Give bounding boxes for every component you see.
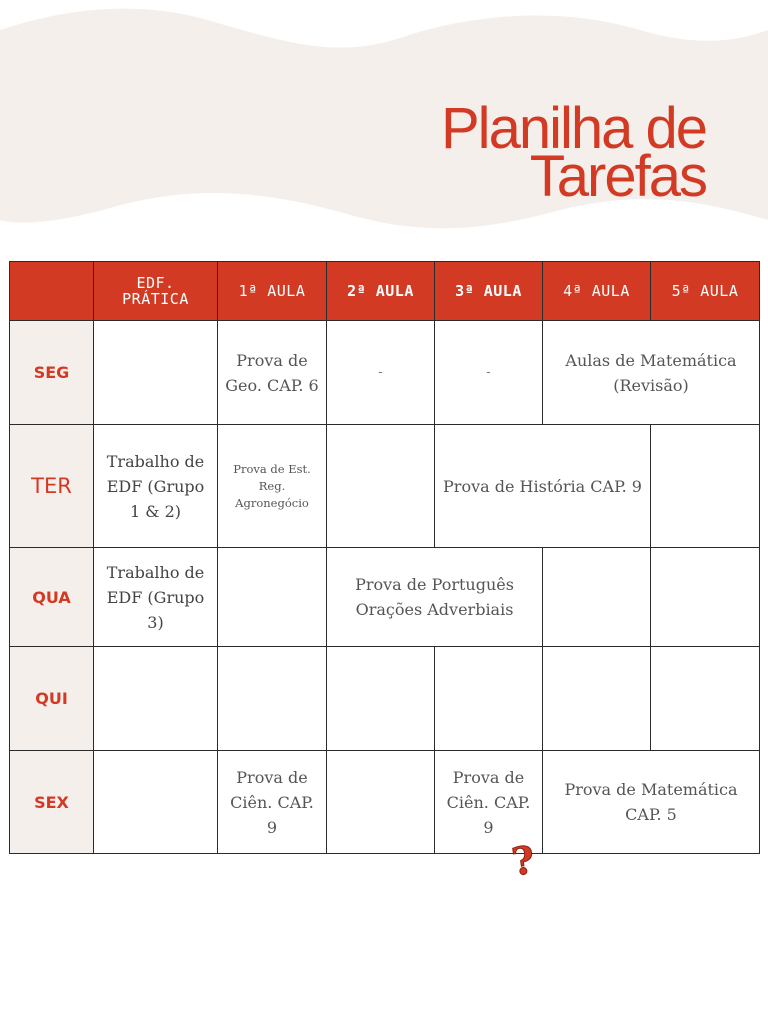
title-line-1: Planilha de [441, 95, 706, 161]
page-title [441, 95, 706, 209]
question-mark-icon: ? [508, 836, 538, 885]
header-edf: EDF. PRÁTICA [94, 262, 218, 321]
header-aula-5: 5ª AULA [651, 262, 760, 321]
cell-qui-aula-3 [435, 647, 543, 751]
cell-sex-aula-3: Prova de Ciên. CAP. 9 [435, 751, 543, 854]
day-label-ter: TER [10, 425, 94, 548]
cell-seg-edf [94, 321, 218, 425]
cell-seg-aula-4-5: Aulas de Matemática (Revisão) [543, 321, 760, 425]
cell-sex-aula-1: Prova de Ciên. CAP. 9 [218, 751, 327, 854]
cell-qui-aula-5 [651, 647, 760, 751]
cell-qua-aula-5 [651, 548, 760, 647]
table-row-sex [10, 751, 760, 854]
cell-ter-edf: Trabalho de EDF (Grupo 1 & 2) [94, 425, 218, 548]
day-label-qui: QUI [10, 647, 94, 751]
day-label-seg: SEG [10, 321, 94, 425]
cell-qua-edf: Trabalho de EDF (Grupo 3) [94, 548, 218, 647]
cell-sex-aula-4-5: Prova de Matemática CAP. 5 [543, 751, 760, 854]
cell-qua-aula-4 [543, 548, 651, 647]
table-row-qua [10, 548, 760, 647]
cell-ter-aula-2 [327, 425, 435, 548]
cell-sex-aula-2 [327, 751, 435, 854]
cell-qui-edf [94, 647, 218, 751]
cell-ter-aula-1: Prova de Est. Reg. Agronegócio [218, 425, 327, 548]
day-label-qua: QUA [10, 548, 94, 647]
cell-seg-aula-2: - [327, 321, 435, 425]
day-label-sex: SEX [10, 751, 94, 854]
cell-seg-aula-1: Prova de Geo. CAP. 6 [218, 321, 327, 425]
cell-ter-aula-3-4: Prova de História CAP. 9 [435, 425, 651, 548]
cell-qua-aula-1 [218, 548, 327, 647]
schedule-table [9, 261, 760, 854]
cell-ter-aula-5 [651, 425, 760, 548]
header-aula-4: 4ª AULA [543, 262, 651, 321]
header-aula-3: 3ª AULA [435, 262, 543, 321]
table-row-ter [10, 425, 760, 548]
cell-qui-aula-4 [543, 647, 651, 751]
cell-qui-aula-2 [327, 647, 435, 751]
header-aula-1: 1ª AULA [218, 262, 327, 321]
cell-qua-aula-2-3: Prova de Português Orações Adverbiais [327, 548, 543, 647]
header-aula-2: 2ª AULA [327, 262, 435, 321]
title-line-2: Tarefas [529, 143, 706, 209]
cell-seg-aula-3: - [435, 321, 543, 425]
table-row-qui [10, 647, 760, 751]
header-row [10, 262, 760, 321]
header-corner [10, 262, 94, 321]
table-row-seg [10, 321, 760, 425]
cell-qui-aula-1 [218, 647, 327, 751]
cell-sex-edf [94, 751, 218, 854]
